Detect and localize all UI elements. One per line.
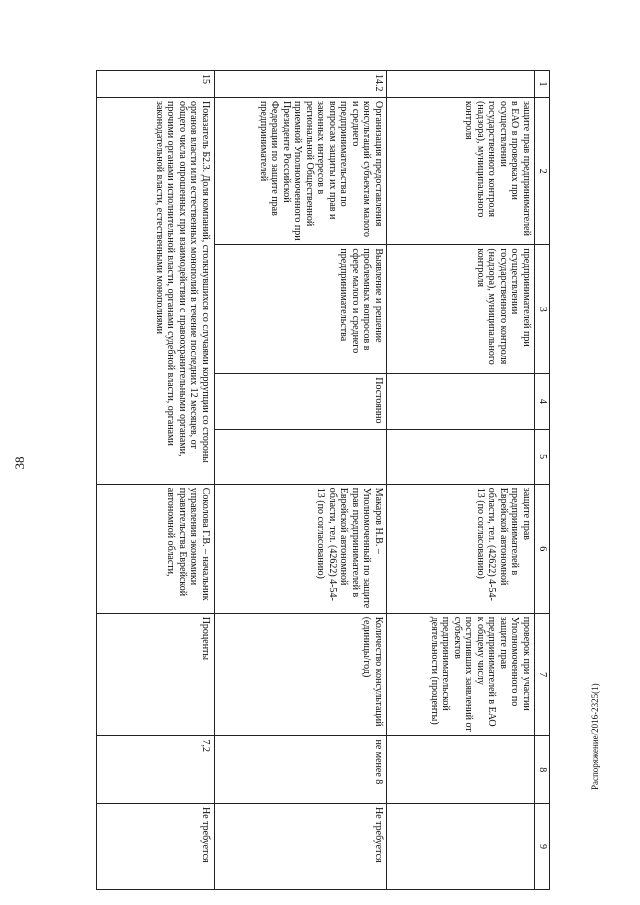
rotated-table-container [80,70,550,890]
header-cell: 5 [535,429,550,484]
header-cell: 7 [535,613,550,736]
table-cell: Не требуется [215,804,387,890]
header-cell: 4 [535,374,550,429]
table-cell: предпринимателей при осуществлении государственного контроля (надзора), муниципального контроля [387,245,535,374]
table-row [215,71,387,890]
header-cell: 3 [535,245,550,374]
document-footer: Распоряжение/2016-2325(1) [590,683,600,790]
table-cell: Постоянно [215,374,387,429]
table-cell: 15 [97,71,215,98]
table-cell: Проценты [97,613,215,736]
plan-table [96,70,550,890]
table-cell [387,71,535,98]
header-cell: 8 [535,736,550,804]
table-cell: Количество консультаций (единицы/год) [215,613,387,736]
header-row [535,71,550,890]
header-cell: 6 [535,484,550,613]
table-cell: Организация предоставления консультаций субъектам малого и среднего предпринимательства по вопросам защиты их прав и законных интересов в региональной Общественной приемной Уполномоченного при Президенте Российской Федерации по защите прав предпринимателей [215,98,387,245]
indicator-cell: Показатель Б2.3. Доля компаний, столкнувшихся со случаями коррупции со стороны органов власти или естественных монополий в течение последних 12 месяцев, от общего числа опрошенных при взаимодействии с правоохранительными органами, прочими органами исполнительной власти, органами судебной власти, органами законодательной власти, естественными монополиями [97,98,215,485]
page-number: 38 [12,456,27,470]
table-cell [215,429,387,484]
table-cell: Макаров Н.В. – Уполномоченный по защите прав предпринимателей в Еврейской автономной области, тел. (42622) 4-54-13 (по согласованию) [215,484,387,613]
table-cell: не менее 8 [215,736,387,804]
table-cell: 7,2 [97,736,215,804]
table-cell [387,374,535,429]
header-cell: 2 [535,98,550,245]
table-cell: проверок при участии Уполномоченного по защите прав предпринимателей в ЕАО к общему числу поступивших заявлений от субъектов предпринимательской деятельности (проценты) [387,613,535,736]
table-cell: защите прав предпринимателей в Еврейской автономной области, тел. (42622) 4-54-13 (по согласованию) [387,484,535,613]
table-cell [387,804,535,890]
header-cell: 9 [535,804,550,890]
table-cell: Не требуется [97,804,215,890]
header-cell: 1 [535,71,550,98]
table-cell: защите прав предпринимателей в ЕАО в проверках при осуществлении государственного контроля (надзора), муниципального контроля [387,98,535,245]
table-row [387,71,535,890]
table-cell: 14.2 [215,71,387,98]
table-cell: Выявление и решение проблемных вопросов в сфере малого и среднего предпринимательства [215,245,387,374]
table-cell [387,736,535,804]
table-cell: Соколова Г.В. – начальник управления экономики правительства Еврейской автономной области, [97,484,215,613]
table-row [97,71,215,890]
table-cell [387,429,535,484]
